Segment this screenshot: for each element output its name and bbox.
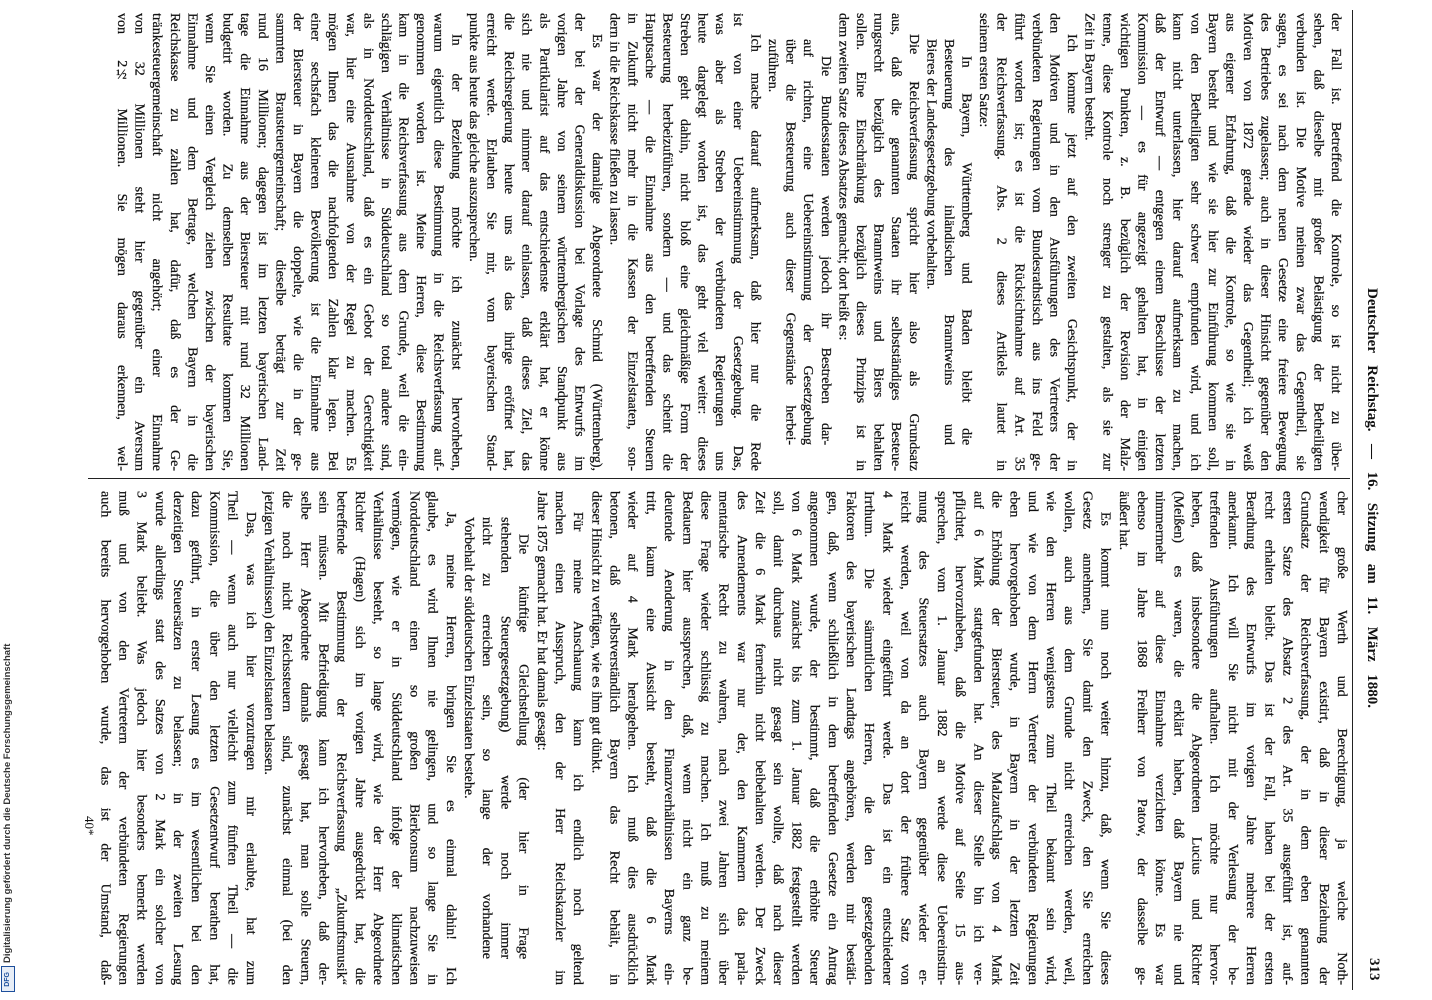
text-line: ist von einer Uebereinstimmung der Gesetzgebung. Das,	[729, 13, 745, 471]
text-line: auch bereits hervorgehoben wurde, das ist der Umstand, daß-	[97, 491, 113, 985]
text-line: budgetirt worden. Zu demselben Resultate kommen Sie,	[219, 13, 235, 471]
text-line: mung des Steuersatzes auch Bayern gegenüber wieder er-	[915, 491, 931, 985]
text-line: genommen worden ist. Meine Herren, diese Bestimmung	[413, 13, 429, 471]
text-line: daß der Entwurf — entgegen einem Beschlusse der letzten	[1152, 13, 1168, 471]
text-line: des Amendements war nur der, den Kammern das parla-	[733, 491, 749, 985]
block-quote	[763, 13, 833, 471]
text-line: die Erhöhung der Biersteuer, des Malzaufschlags von 4 Mark	[988, 491, 1004, 985]
text-line: Vorbehalt der süddeutschen Einzelstaaten bestehe.	[461, 517, 476, 799]
text-line: die Reichsregierung heute uns als das ihrige eröffnet hat,	[501, 13, 517, 471]
text-line: einer sechsfach kleineren Bevölkerung ist die Einnahme aus	[307, 13, 323, 471]
text-line: über die Besteuerung auch dieser Gegenstände herbei-	[782, 39, 798, 445]
text-line: stehenden Steuergesetzgebung) werde noch immer	[497, 517, 513, 959]
text-line: der Fall ist. Betreffend die Kontrole, so ist nicht zu über-	[1328, 13, 1343, 471]
text-line: auf 6 Mark stattgefunden hat. An dieser Stelle bin ich ver-	[970, 491, 986, 985]
text-line: 3 Mark beliebt. Was jedoch hier besonders bemerkt werden	[133, 491, 149, 985]
text-line: pflichtet, hervorzuheben, daß die Motive auf Seite 15 aus-	[952, 491, 968, 985]
text-line: betonen, daß selbstverständlich Bayern das Recht behält, in	[606, 491, 622, 985]
text-line: sollen. Eine Einschränkung bezüglich dieses Prinzips ist in	[852, 13, 868, 471]
text-line: Ich komme jetzt auf den zweiten Gesichtspunkt, der in	[1064, 34, 1080, 471]
text-line: aus eigener Erfahrung, daß die Kontrole, so wie sie in	[1222, 13, 1238, 471]
text-line: verbündeten Regierungen vom Bundesrathstisch aus ins Feld ge-	[1028, 13, 1044, 471]
text-line: der bei der Generaldiskussion bei Vorlage des Entwurfs im	[571, 13, 587, 471]
text-line: rungsrecht bezüglich des Branntweins und Biers behalten	[870, 13, 886, 471]
text-line: aus, daß die genannten Staaten ihr selbstständiges Besteue-	[888, 13, 904, 471]
block-quote	[922, 13, 975, 471]
paragraph	[1080, 13, 1344, 471]
paragraph	[532, 491, 587, 985]
text-line: führt worden ist; es ist die Rücksichtnahme auf Art. 35	[1011, 13, 1027, 471]
text-line: sehen, daß dieselbe mit großer Belästigung der Betheiligten	[1310, 13, 1326, 471]
column-rule	[88, 478, 1350, 479]
text-line: seinem ersten Satze:	[976, 13, 992, 128]
text-line: sammten Brausteuergemeinschaft; dieselbe beträgt zur Zeit	[272, 13, 288, 471]
text-line: In der Beziehung möchte ich zunächst hervorheben,	[448, 34, 464, 471]
text-line: Einnahme und dem Betrage, welchen Bayern in die	[184, 13, 200, 471]
text-line: ebenso im Jahre 1868 Freiherr von Patow, der dasselbe ge-	[1133, 491, 1149, 985]
text-line: vorigen Jahre von seinem württembergischen Standpunkt aus	[553, 13, 569, 471]
text-line: Zeit in Bayern besteht.	[1081, 13, 1097, 141]
page-number: 313	[1366, 958, 1382, 981]
text-line: als in Norddeutschland, daß es ein Gebot der Gerechtigkeit	[360, 13, 376, 471]
text-line: Verhältnisse besteht, so lange wird, wie der Herr Abgeordnete	[370, 491, 386, 985]
digitization-credit: Digitalisierung gefördert durch die Deutsche Forschungsgemeinschaft	[2, 643, 13, 963]
text-line: verbunden ist. Die Motive meinen zwar das Gegentheil, sie	[1292, 13, 1308, 471]
text-line: des Betriebes zugelassen; auch in dieser Hinsicht gegenüber den	[1257, 13, 1273, 471]
text-line: heute dargelegt worden ist, das geht viel weiter: dieses	[694, 13, 710, 471]
text-line: (Meißen) es waren, die erklärt haben, daß Bayern nie und	[1170, 491, 1186, 985]
text-line: in Zukunft nicht mehr in die Kassen der Einzelstaaten, son-	[624, 13, 640, 471]
paragraph	[834, 13, 922, 471]
dfg-logo	[1, 966, 15, 992]
signature-mark: 40*	[82, 816, 97, 836]
text-line: Streben geht dahin, nicht bloß eine gleichmäßige Form der	[677, 13, 693, 471]
text-line: Für meine Anschauung kann ich endlich noch geltend	[570, 512, 586, 985]
paragraph	[586, 491, 1113, 985]
text-line: von 2½ Millionen. Sie mögen daraus erkennen, wel-	[114, 13, 130, 471]
text-line: äußert hat.	[1115, 491, 1131, 551]
text-line: wichtigen Punkten, z. B. bezüglich der Revision der Malz-	[1116, 13, 1132, 471]
text-line: tenne, diese Kontrole noch strenger zu gestalten, als sie zur	[1099, 13, 1115, 471]
text-line: Bedauern hier aussprechen, daß, wenn nicht ein ganz be-	[679, 491, 695, 985]
text-line: Die Bundesstaaten werden jedoch ihr Bestreben dar-	[817, 55, 833, 445]
text-line: rund 16 Millionen; dagegen ist im letzten bayerischen Land-	[254, 13, 270, 471]
text-line: wenn Sie einen Vergleich ziehen zwischen der bayerischen	[202, 13, 217, 471]
paragraph	[112, 13, 464, 471]
text-line: Es war der damalige Abgeordnete Schmid (Württemberg),	[589, 34, 605, 471]
paragraph	[95, 491, 259, 985]
text-line: Berathung des Entwurfs im vorigen Jahre mehrere Herren	[1243, 491, 1259, 985]
text-line: wurde allerdings statt des Satzes von 2 Mark ein solcher von	[151, 491, 167, 985]
text-line: was aber als Streben der verbündeten Regierungen uns	[712, 13, 728, 471]
text-line: wendigkeit für Bayern existirt, daß in dieser Beziehung der	[1315, 491, 1331, 985]
text-line: von 32 Millionen steht hier gegenüber ein Aversum	[131, 13, 147, 471]
text-line: gen, daß, wenn schließlich in dem betreffenden Gesetze ein Antrag	[824, 491, 840, 985]
text-line: treffenden Ausführungen aufhalten. Ich möchte nur hervor-	[1206, 491, 1222, 985]
dfg-logo-text: DFG	[4, 971, 11, 987]
text-line: Reichskasse zu zahlen hat, dafür, daß es der Ge-	[166, 13, 182, 471]
text-line: Richter (Hagen) sich im vorigen Jahre ausgedrückt hat, die	[351, 491, 367, 985]
text-line: den Motiven und in den Ausführungen des Vertreters der	[1046, 13, 1062, 471]
text-line: Ja, meine Herren, bringen Sie es einmal dahin! Ich	[442, 512, 458, 985]
text-line: schlägigen Verhältnisse in Süddeutschland so total andere sind,	[377, 13, 393, 471]
text-line: Bieres der Landesgesetzgebung vorbehalten.	[923, 39, 939, 290]
text-column-left	[92, 13, 1344, 471]
text-line: sagen, es sei nach dem neuen Gesetze eine freiere Bewegung	[1275, 13, 1291, 471]
text-line: nicht zu erreichen sein, so lange der vorhandene	[479, 517, 495, 959]
text-line: tage die Einnahme aus der Biersteuer mit rund 32 Millionen	[237, 13, 253, 471]
text-line: cher große Werth und Berechtigung, ja welche Noth-	[1334, 491, 1349, 985]
text-line: Kommission, die über den letzten Gesetzentwurf berathen hat,	[206, 491, 222, 985]
text-line: mentarische Recht zu wahren, nach zwei Jahren sich über	[715, 491, 731, 985]
text-line: Bayern besteht und wie sie hier zur Einführung kommen soll,	[1204, 13, 1220, 471]
text-line: Faktoren des bayerischen Landtags angehören, werden mir bestäti-	[842, 491, 858, 985]
text-line: Das, was ich hier vorzutragen mir erlaubte, hat zum	[242, 512, 258, 985]
text-line: dem zweiten Satze dieses Absatzes gemacht; dort heißt es:	[835, 13, 851, 341]
text-line: recht erhalten bleibt. Das ist der Fall, haben bei der ersten	[1261, 491, 1277, 985]
text-line: machen einen Ausspruch, den der Herr Reichskanzler im	[551, 491, 567, 985]
text-line: Motiven von 1872 gerade wieder das Gegentheil; ich weiß	[1240, 13, 1256, 471]
text-line: war, hier eine Ausnahme von der Regel zu machen. Es	[342, 13, 358, 471]
text-line: Besteuerung herbeizuführen, sondern — und das scheint die	[659, 13, 675, 471]
text-line: auf richten, eine Uebereinstimmung der Gesetzgebung	[800, 39, 816, 445]
text-line: Irrthum. Die sämmtlichen Herren, die den gesetzgebenden	[861, 491, 877, 985]
text-line: nimmermehr auf diese Einnahme verzichten könne. Es war	[1152, 491, 1168, 985]
paragraph	[975, 13, 1081, 471]
text-line: Grundsatz der Reichsverfassung, der in dem eben genannten	[1297, 491, 1313, 985]
text-line: und wie von dem Herrn Vertreter der verbündeten Regierungen	[1024, 491, 1040, 985]
text-line: die noch nicht Reichssteuern sind, zunächst einmal (bei den	[279, 491, 295, 985]
text-line: angenommen wurde, der bestimmt, daß die erhöhte Steuer	[806, 491, 822, 985]
text-line: wie den Herren wenigstens zum Theil bekannt sein wird,	[1043, 491, 1058, 985]
text-line: wollen, auch aus dem Grunde nicht erreichen werden, weil,	[1061, 491, 1077, 985]
text-line: sein müssen. Mit Befriedigung kann ich hervorheben, daß der-	[315, 491, 331, 985]
text-line: erreicht werde. Erlauben Sie mir, vom bayerischen Stand-	[483, 13, 499, 471]
text-line: dieser Hinsicht zu verfügen, wie es ihm gut dünkt.	[588, 491, 604, 774]
text-line: kam in die Reichsverfassung aus dem Grunde, weil die ein-	[395, 13, 411, 471]
paragraph	[1114, 491, 1350, 985]
paragraph	[464, 13, 605, 471]
text-line: anerkannt. Ich will Sie nicht mit der Verlesung der be-	[1224, 491, 1240, 985]
paragraph	[259, 491, 459, 985]
text-line: zuführen.	[765, 39, 780, 93]
text-line: der Biersteuer in Bayern die doppelte, wie die in der ge-	[289, 13, 305, 471]
text-line: muß und von den Vertretern der verbündeten Regierungen	[115, 491, 131, 985]
text-line: Jahre 1875 gemacht hat. Er hat damals gesagt:	[533, 491, 549, 751]
text-line: warum eigentlich diese Bestimmung in die Reichsverfassung auf-	[430, 13, 446, 471]
text-line: eben hervorgehoben wurde, in Bayern in der letzten Zeit	[1006, 491, 1022, 985]
text-line: Es kommt nun noch weiter hinzu, daß, wenn Sie dieses	[1097, 512, 1113, 985]
text-line: Kommission — es für angezeigt gehalten hat, in einigen	[1134, 13, 1150, 471]
text-line: betreffende Bestimmung der Reichsverfassung „Zukunftsmusik“	[333, 491, 349, 985]
text-line: dern in die Reichskasse fließen zu lassen.	[606, 13, 622, 246]
text-line: reicht werden, weil von da an dort der frühere Satz von	[897, 491, 913, 985]
text-line: Theil — wenn auch nur vielleicht zum fünften Theil — die	[224, 491, 240, 985]
text-line: als Partikularist auf das entschiedenste erklärt hat, er könne	[536, 13, 552, 471]
text-line: sprechen, vom 1. Januar 1882 an werde diese Uebereinstim-	[933, 491, 949, 985]
text-line: deutende Aenderung in den Finanzverhältnissen Bayerns ein-	[661, 491, 677, 985]
text-line: diese Frage wieder schlüssig zu machen. Ich muß zu meinem	[697, 491, 713, 985]
text-line: Norddeutschland einen so großen Bierkonsum nachzuweisen	[406, 491, 422, 985]
text-line: der Reichsverfassung. Abs. 2 dieses Artikels lautet in	[993, 13, 1009, 471]
text-line: In Bayern, Württemberg und Baden bleibt die	[958, 55, 974, 445]
text-line: sich nie und nimmer darauf einlassen, daß dieses Ziel, das	[518, 13, 534, 471]
text-line: ersten Satze des Absatz 2 des Art. 35 ausgeführt ist, auf-	[1279, 491, 1295, 985]
text-line: wieder auf 4 Mark herabgehen. Ich muß dies ausdrücklich	[624, 491, 640, 985]
text-line: soll, damit durchaus nicht gesagt sein wollte, daß nach dieser	[770, 491, 786, 985]
text-line: jetzigen Verhältnissen) den Einzelstaaten belassen.	[260, 491, 276, 775]
text-column-right	[92, 491, 1350, 985]
text-line: tränkesteuergemeinschaft nicht angehört; einer Einnahme	[149, 13, 165, 471]
text-line: 4 Mark wieder eingeführt werde. Das ist ein entschiedener	[879, 491, 895, 985]
text-line: Gesetz annehmen, Sie damit den Zweck, den Sie erreichen	[1079, 491, 1095, 985]
text-line: Ich mache darauf aufmerksam, daß hier nur die Rede	[747, 34, 763, 471]
text-line: kann nicht unterlassen, hier darauf aufmerksam zu machen,	[1169, 13, 1185, 471]
text-line: Die künftige Gleichstellung (der hier in Frage	[515, 533, 531, 959]
text-line: von 6 Mark zunächst bis zum 1. Januar 1882 festgestellt werden	[788, 491, 804, 985]
text-line: dazu geführt, in erster Lesung es im wesentlichen bei den	[188, 491, 204, 985]
text-line: selbe Herr Abgeordnete damals gesagt hat, man solle Steuern,	[297, 491, 313, 985]
text-line: Die Reichsverfassung spricht hier also als Grundsatz	[905, 34, 921, 471]
paragraph	[605, 13, 763, 471]
text-line: derzeitigen Steuersätzen zu belassen; in der zweiten Lesung	[170, 491, 185, 985]
text-line: von den Betheiligten sehr schwer empfunden wird, und ich	[1187, 13, 1203, 471]
text-line: mögen Ihnen das die nachfolgenden Zahlen klar legen. Bei	[325, 13, 341, 471]
text-line: glaube, es wird Ihnen nie gelingen, und so lange Sie in	[424, 491, 440, 985]
text-line: vermögen, wie er in Süddeutschland infolge der klimatischen	[388, 491, 404, 985]
text-line: heben, daß insbesondere die Abgeordneten Lucius und Richter	[1188, 491, 1204, 985]
text-line: Hauptsache — die Einnahme aus den betreffenden Steuern	[641, 13, 657, 471]
text-line: Besteuerung des inländischen Branntweins und	[940, 39, 956, 445]
text-line: tritt, kaum eine Aussicht besteht, daß die 6 Mark	[642, 491, 658, 985]
block-quote	[459, 491, 532, 985]
running-header: Deutscher Reichstag. — 16. Sitzung am 11. März 1880.	[1364, 288, 1380, 708]
text-line: punkte aus heute das gleiche auszusprechen.	[465, 13, 481, 262]
text-line: Zeit die 6 Mark fernerhin nicht beibehalten werden. Der Zweck	[752, 491, 767, 985]
header-rule	[1352, 10, 1353, 990]
